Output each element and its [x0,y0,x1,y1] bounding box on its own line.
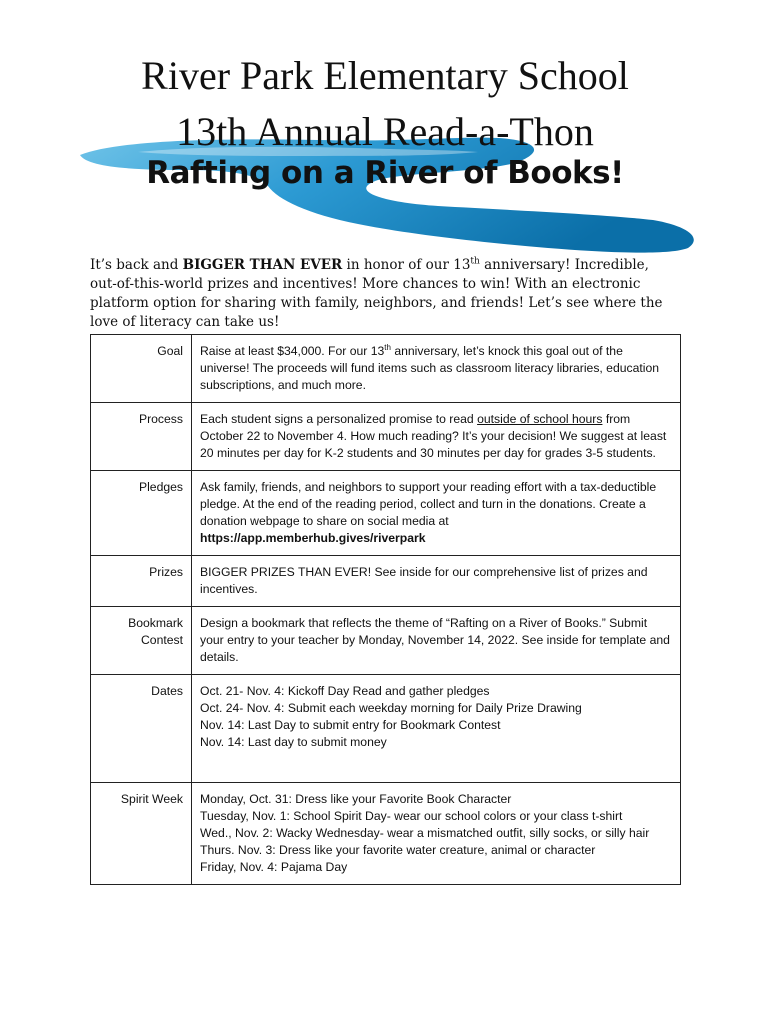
spirit-line: Thurs. Nov. 3: Dress like your favorite water creature, animal or character [200,843,596,857]
table-row-spirit-week [91,783,681,885]
theme-subtitle: Rafting on a River of Books! [146,155,624,191]
date-line: Oct. 21- Nov. 4: Kickoff Day Read and gather pledges [200,684,490,698]
date-line: Nov. 14: Last Day to submit entry for Bookmark Contest [200,718,501,732]
goal-text-1: Raise at least $34,000. For our 13 [200,344,385,358]
title-block [0,48,770,160]
row-content [192,675,681,783]
info-table [90,334,681,885]
intro-text-2: in honor of our 13 [342,257,471,273]
table-row-process [91,403,681,471]
school-title: River Park Elementary School [141,53,629,98]
row-label [91,607,192,675]
date-line: Nov. 14: Last day to submit money [200,735,387,749]
pledges-text: Ask family, friends, and neighbors to support your reading effort with a tax-deductible pledge. At the end of the reading period, collect and turn in the donations. Create a donation webpage to share on social media at [200,480,657,528]
intro-text-3: anniversary! Incredible, out-of-this-world prizes and incentives! More chances to win! With an electronic platform option for sharing with family, neighbors, and friends! Let’s see where the love of literacy can take us! [90,257,663,330]
donation-link[interactable]: https://app.memberhub.gives/riverpark [200,531,426,545]
intro-text-1: It’s back and [90,257,183,273]
event-title: 13th Annual Read-a-Thon [176,109,594,154]
spirit-line: Tuesday, Nov. 1: School Spirit Day- wear our school colors or your class t-shirt [200,809,623,823]
row-content [192,335,681,403]
row-label: Process [91,403,192,471]
row-content [192,783,681,885]
row-label: Prizes [91,556,192,607]
bookmark-label-1: Bookmark [128,616,183,630]
spirit-line: Friday, Nov. 4: Pajama Day [200,860,348,874]
goal-text-2: anniversary, let’s knock this goal out of the universe! The proceeds will fund items such as classroom literacy libraries, education subscriptions, and much more. [200,344,660,392]
table-row-goal [91,335,681,403]
intro-bold: BIGGER THAN EVER [182,257,343,273]
table-row-prizes [91,556,681,607]
row-label: Goal [91,335,192,403]
process-underlined: outside of school hours [477,412,603,426]
row-content [192,471,681,556]
date-line: Oct. 24- Nov. 4: Submit each weekday morning for Daily Prize Drawing [200,701,582,715]
spirit-line: Monday, Oct. 31: Dress like your Favorite Book Character [200,792,512,806]
table-row-bookmark [91,607,681,675]
row-label: Dates [91,675,192,783]
process-text-2: from October 22 to November 4. How much reading? It’s your decision! We suggest at least 20 minutes per day for K-2 students and 30 minutes per day for grades 3-5 students. [200,412,667,460]
process-text-1: Each student signs a personalized promise to read [200,412,478,426]
row-content: Design a bookmark that reflects the theme of “Rafting on a River of Books.” Submit your entry to your teacher by Monday, November 14, 2022. See inside for template and details. [192,607,681,675]
bookmark-label-2: Contest [140,633,183,647]
table-row-pledges [91,471,681,556]
goal-sup: th [384,342,391,352]
spirit-line: Wed., Nov. 2: Wacky Wednesday- wear a mismatched outfit, silly socks, or silly hair [200,826,650,840]
table-row-dates [91,675,681,783]
intro-sup: th [470,256,480,267]
row-label: Spirit Week [91,783,192,885]
row-content: BIGGER PRIZES THAN EVER! See inside for our comprehensive list of prizes and incentives. [192,556,681,607]
row-content [192,403,681,471]
row-label: Pledges [91,471,192,556]
intro-paragraph [90,256,680,332]
